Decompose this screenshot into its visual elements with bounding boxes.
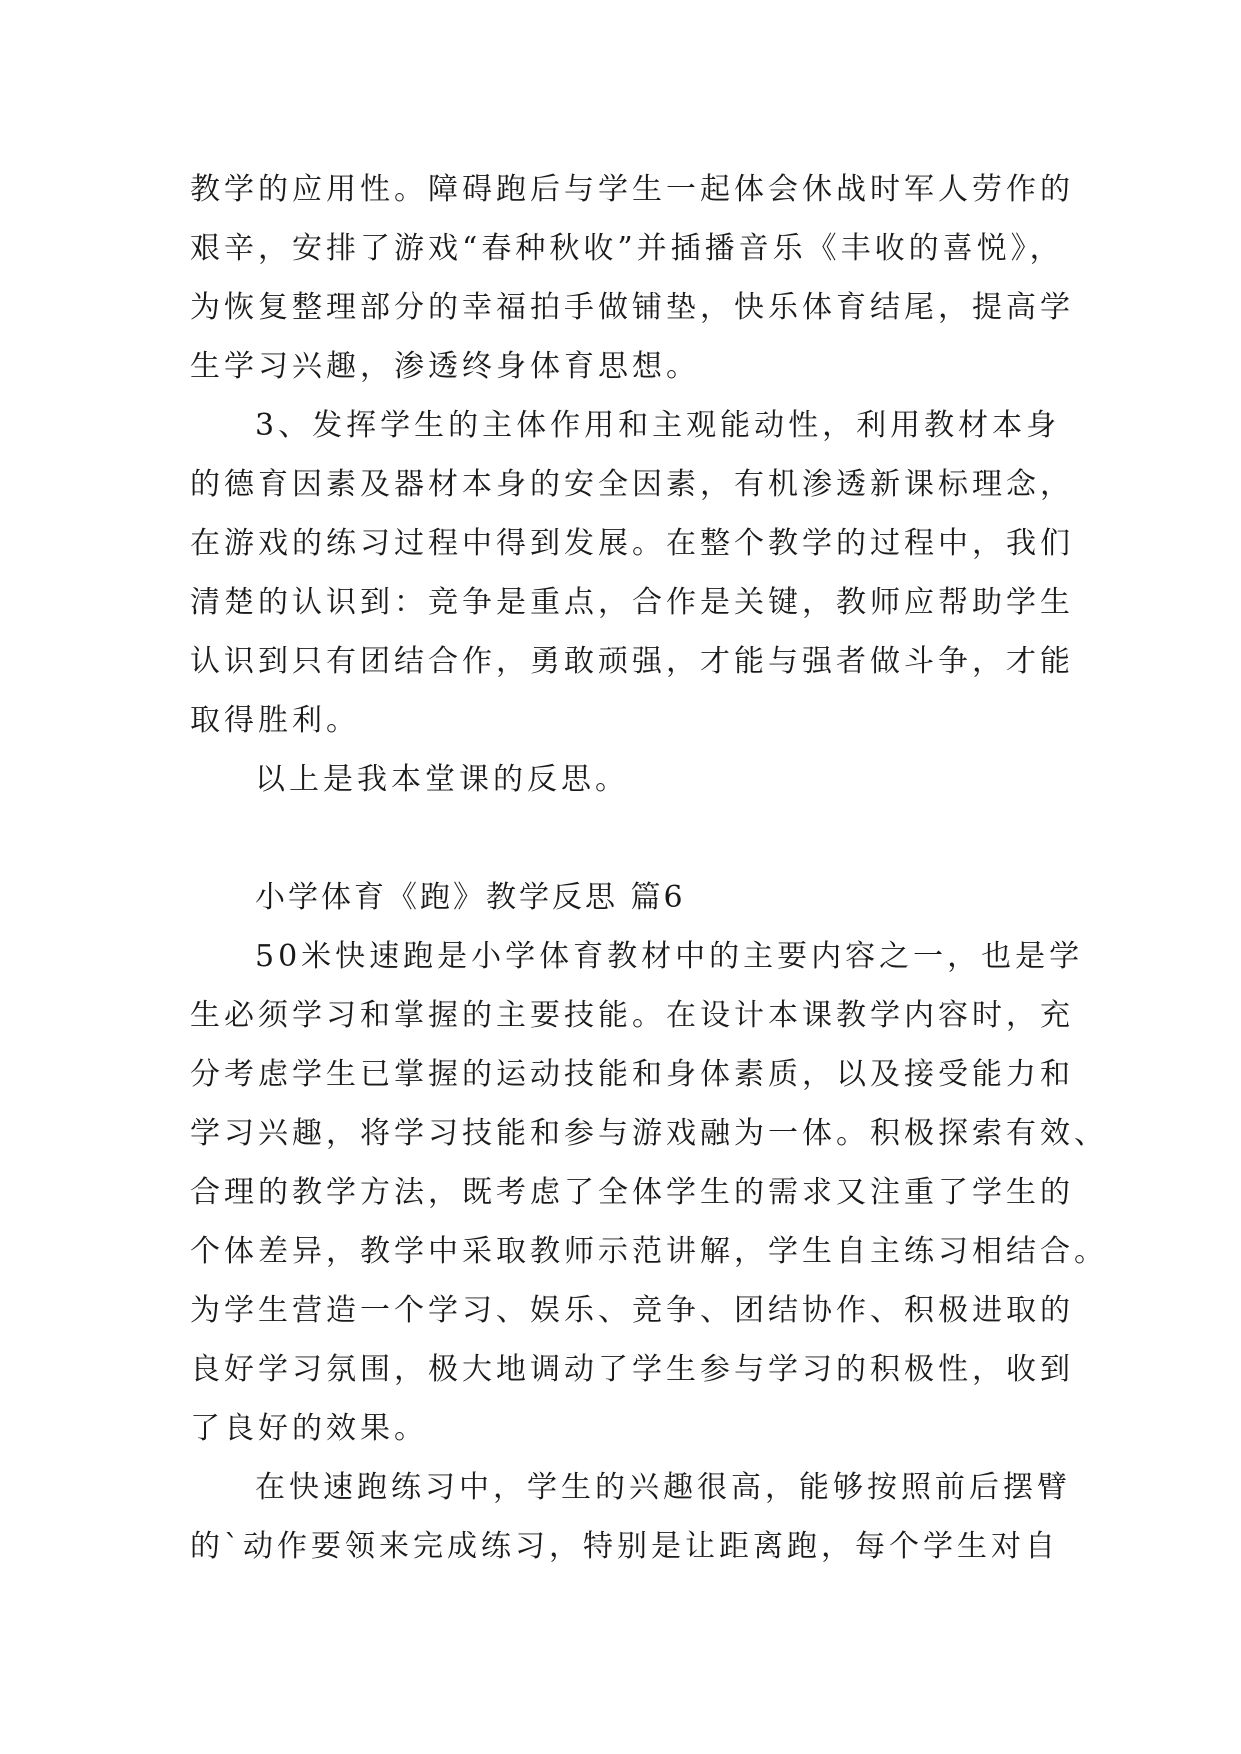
paragraph-2: [190, 1458, 1071, 1576]
text-line: 艰辛，安排了游戏“春种秋收”并插播音乐《丰收的喜悦》，: [190, 231, 1064, 266]
text-line: 合理的教学方法，既考虑了全体学生的需求又注重了学生的: [190, 1175, 1074, 1210]
text-line: 的德育因素及器材本身的安全因素，有机渗透新课标理念，: [190, 467, 1074, 502]
section-title: 小学体育《跑》教学反思 篇6: [255, 880, 686, 915]
text-line: 生必须学习和掌握的主要技能。在设计本课教学内容时，充: [190, 998, 1074, 1033]
text-line: 学习兴趣，将学习技能和参与游戏融为一体。积极探索有效、: [190, 1116, 1108, 1151]
text-line: 分考虑学生已掌握的运动技能和身体素质，以及接受能力和: [190, 1057, 1074, 1092]
paragraph-1: [190, 927, 1108, 1458]
text-line: 在游戏的练习过程中得到发展。在整个教学的过程中，我们: [190, 526, 1074, 561]
text-line: 为恢复整理部分的幸福拍手做铺垫，快乐体育结尾，提高学: [190, 290, 1074, 325]
text-line: 生学习兴趣，渗透终身体育思想。: [190, 349, 700, 384]
text-line: 个体差异，教学中采取教师示范讲解，学生自主练习相结合。: [190, 1234, 1108, 1269]
text-line: 取得胜利。: [190, 703, 360, 738]
text-line: 的`动作要领来完成练习，特别是让距离跑，每个学生对自: [190, 1529, 1059, 1564]
point-3-paragraph: [190, 396, 1074, 750]
text-line: 清楚的认识到：竞争是重点，合作是关键，教师应帮助学生: [190, 585, 1074, 620]
text-line: 教学的应用性。障碍跑后与学生一起体会休战时军人劳作的: [190, 172, 1074, 207]
document-body: [190, 160, 1108, 1576]
closing-paragraph: 以上是我本堂课的反思。: [255, 762, 629, 797]
text-line: 了良好的效果。: [190, 1411, 428, 1446]
text-line: 良好学习氛围，极大地调动了学生参与学习的积极性，收到: [190, 1352, 1074, 1387]
continuation-paragraph: [190, 160, 1074, 396]
text-line: 认识到只有团结合作，勇敢顽强，才能与强者做斗争，才能: [190, 644, 1074, 679]
text-line: 为学生营造一个学习、娱乐、竞争、团结协作、积极进取的: [190, 1293, 1074, 1328]
text-line: 在快速跑练习中，学生的兴趣很高，能够按照前后摆臂: [255, 1470, 1071, 1505]
text-line: 3、发挥学生的主体作用和主观能动性，利用教材本身: [255, 408, 1061, 443]
section-spacer: [190, 809, 1050, 868]
text-line: 50米快速跑是小学体育教材中的主要内容之一，也是学: [255, 939, 1084, 974]
